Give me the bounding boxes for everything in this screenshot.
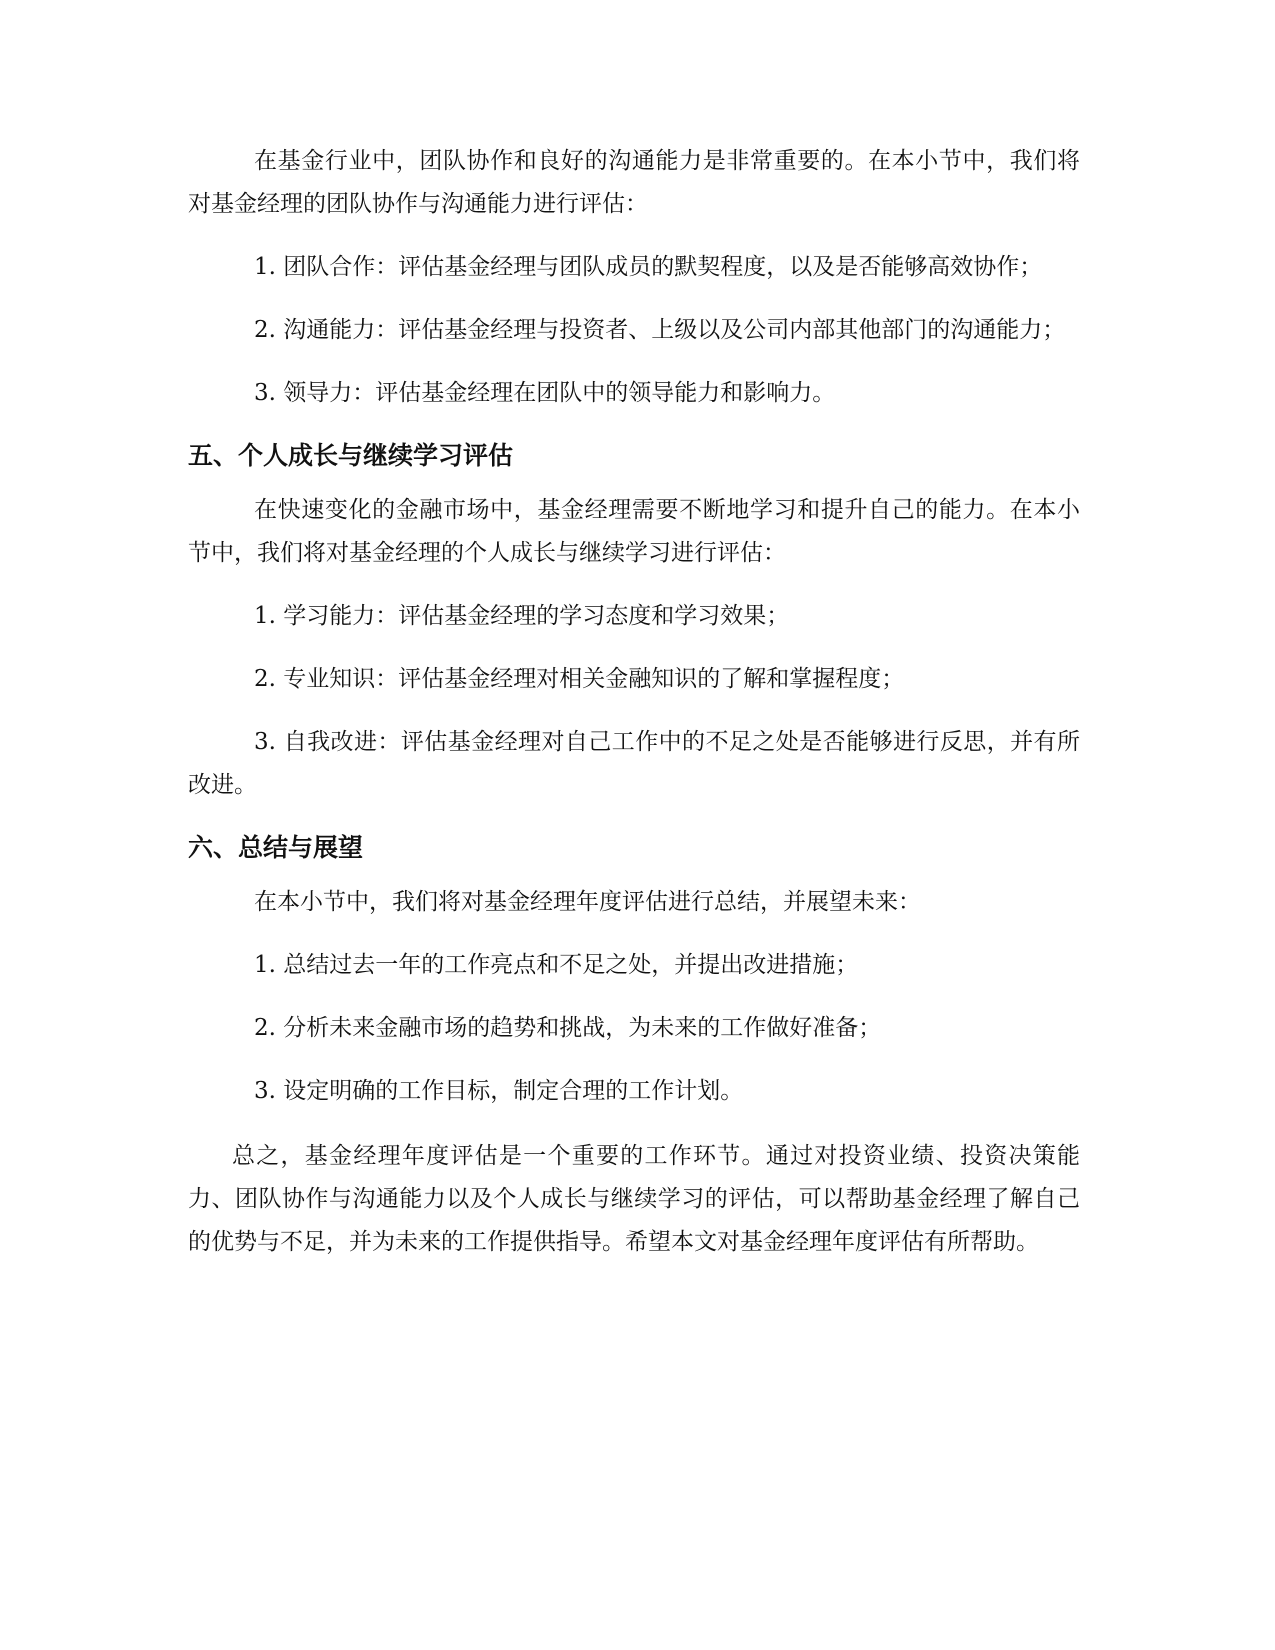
list-item: 2. 专业知识：评估基金经理对相关金融知识的了解和掌握程度； xyxy=(254,666,905,692)
list-item: 2. 沟通能力：评估基金经理与投资者、上级以及公司内部其他部门的沟通能力； xyxy=(254,317,1066,343)
section5-intro: 在快速变化的金融市场中，基金经理需要不断地学习和提升自己的能力。在本小节中，我们将对基金经理的个人成长与继续学习进行评估： xyxy=(188,497,1080,566)
list-item: 2. 分析未来金融市场的趋势和挑战，为未来的工作做好准备； xyxy=(254,1015,882,1041)
conclusion-paragraph: 总之，基金经理年度评估是一个重要的工作环节。通过对投资业绩、投资决策能力、团队协作与沟通能力以及个人成长与继续学习的评估，可以帮助基金经理了解自己的优势与不足，并为未来的工作提供指导。希望本文对基金经理年度评估有所帮助。 xyxy=(188,1143,1080,1255)
section4-intro: 在基金行业中，团队协作和良好的沟通能力是非常重要的。在本小节中，我们将对基金经理的团队协作与沟通能力进行评估： xyxy=(188,148,1080,217)
section5-heading: 五、个人成长与继续学习评估 xyxy=(188,441,514,470)
list-item: 3. 设定明确的工作目标，制定合理的工作计划。 xyxy=(254,1078,744,1104)
list-item: 1. 总结过去一年的工作亮点和不足之处，并提出改进措施； xyxy=(254,952,859,978)
document-body xyxy=(188,140,1080,1264)
list-item: 1. 团队合作：评估基金经理与团队成员的默契程度，以及是否能够高效协作； xyxy=(254,254,1043,280)
list-item: 1. 学习能力：评估基金经理的学习态度和学习效果； xyxy=(254,603,790,629)
list-item: 3. 自我改进：评估基金经理对自己工作中的不足之处是否能够进行反思，并有所改进。 xyxy=(188,729,1080,798)
list-item: 3. 领导力：评估基金经理在团队中的领导能力和影响力。 xyxy=(254,380,836,406)
section6-intro: 在本小节中，我们将对基金经理年度评估进行总结，并展望未来： xyxy=(254,889,921,915)
section6-heading: 六、总结与展望 xyxy=(188,833,364,862)
